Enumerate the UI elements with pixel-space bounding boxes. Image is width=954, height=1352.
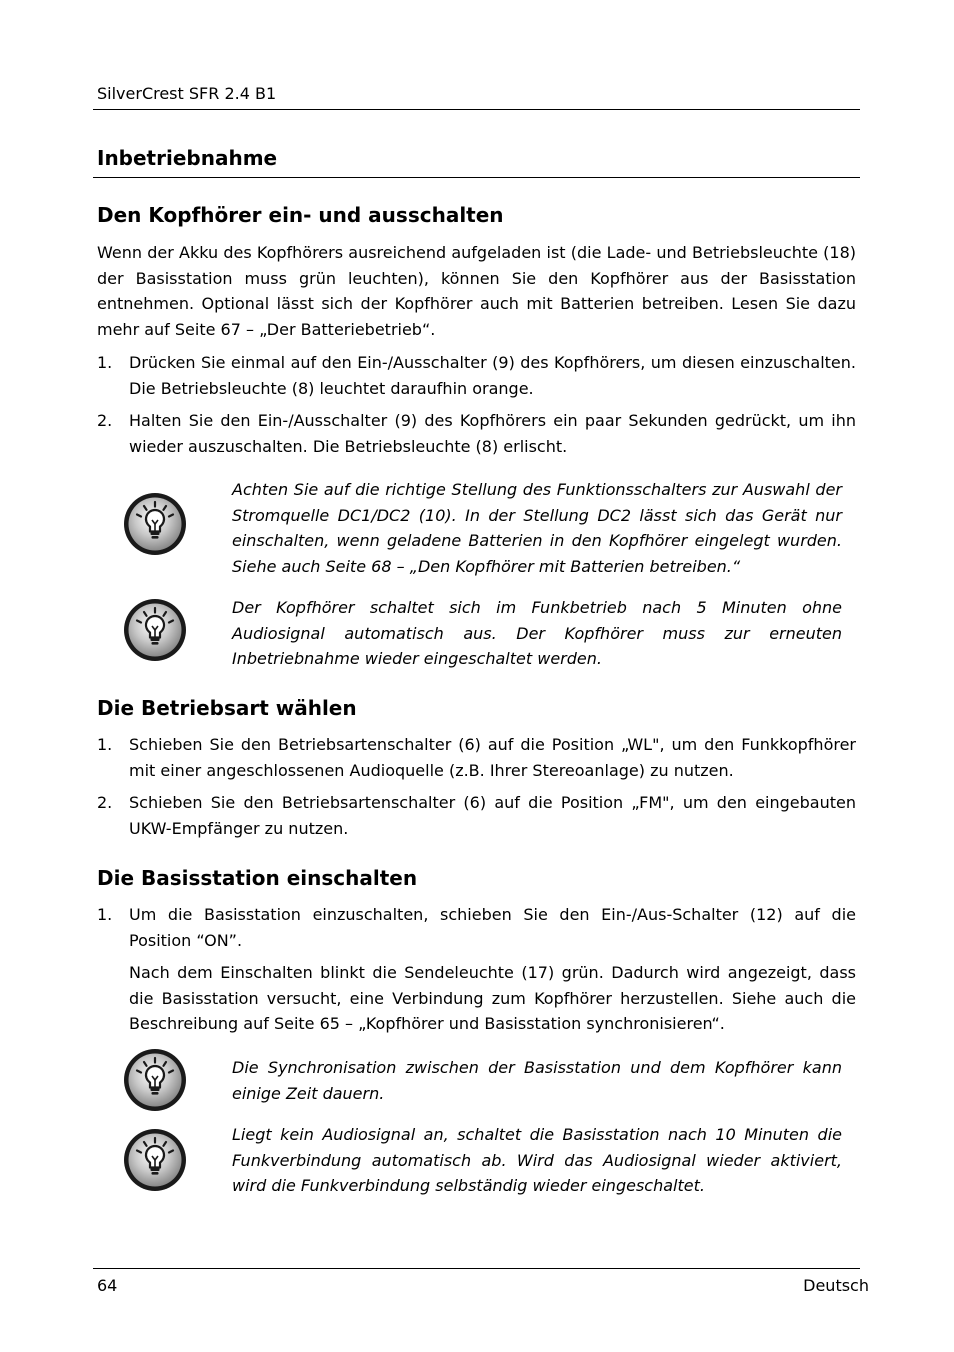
list-text: Um die Basisstation einzuschalten, schieben Sie den Ein-/Aus-Schalter (12) auf die Position “ON”. xyxy=(129,905,856,950)
list-number: 1. xyxy=(97,353,113,372)
list-number: 2. xyxy=(97,411,113,430)
list-item xyxy=(97,790,856,841)
subsection-title-power: Den Kopfhörer ein- und ausschalten xyxy=(97,203,504,227)
list-text: Schieben Sie den Betriebsartenschalter (6) auf die Position „FM", um den eingebauten UKW-Empfänger zu nutzen. xyxy=(129,793,856,838)
list-number: 2. xyxy=(97,793,113,812)
footer-language: Deutsch xyxy=(803,1276,869,1295)
note-text: Der Kopfhörer schaltet sich im Funkbetrieb nach 5 Minuten ohne Audiosignal automatisch aus. Der Kopfhörer muss zur erneuten Inbetriebnahme wieder eingeschaltet werden. xyxy=(232,598,842,669)
lightbulb-icon xyxy=(122,1127,188,1193)
subsection-title-mode: Die Betriebsart wählen xyxy=(97,696,357,720)
section-title: Inbetriebnahme xyxy=(97,146,278,170)
note-text: Achten Sie auf die richtige Stellung des Funktionsschalters zur Auswahl der Stromquelle DC1/DC2 (10). In der Stellung DC2 lässt sich das Gerät nur einschalten, wenn geladene Batterien in den Kopfhörer eingelegt wurden. Siehe auch Seite 68 – „Den Kopfhörer mit Batterien betreiben.“ xyxy=(232,480,842,577)
followup-paragraph: Nach dem Einschalten blinkt die Sendeleuchte (17) grün. Dadurch wird angezeigt, dass die Basisstation versucht, eine Verbindung zum Kopfhörer herzustellen. Siehe auch die Beschreibung auf Seite 65 – „Kopfhörer und Basisstation synchronisieren“. xyxy=(129,963,856,1034)
footer-divider xyxy=(93,1268,860,1269)
list-item xyxy=(97,350,856,401)
note-text: Liegt kein Audiosignal an, schaltet die Basisstation nach 10 Minuten die Funkverbindung automatisch ab. Wird das Audiosignal wieder aktiviert, wird die Funkverbindung selbständig wieder eingeschaltet. xyxy=(232,1125,842,1196)
list-text: Schieben Sie den Betriebsartenschalter (6) auf die Position „WL", um den Funkkopfhörer mit einer angeschlossenen Audioquelle (z.B. Ihrer Stereoanlage) zu nutzen. xyxy=(129,735,856,780)
list-text: Drücken Sie einmal auf den Ein-/Ausschalter (9) des Kopfhörers, um diesen einzuschalten. Die Betriebsleuchte (8) leuchtet daraufhin orange. xyxy=(129,353,856,398)
subsection-title-base: Die Basisstation einschalten xyxy=(97,866,418,890)
lightbulb-icon xyxy=(122,491,188,557)
intro-paragraph: Wenn der Akku des Kopfhörers ausreichend aufgeladen ist (die Lade- und Betriebsleuchte (18) der Basisstation muss grün leuchten), können Sie den Kopfhörer aus der Basisstation entnehmen. Optional lässt sich der Kopfhörer auch mit Batterien betreiben. Lesen Sie dazu mehr auf Seite 67 – „Der Batteriebetrieb“. xyxy=(97,243,856,340)
list-item xyxy=(97,902,856,953)
list-number: 1. xyxy=(97,905,113,924)
list-item xyxy=(97,408,856,459)
page-header-title: SilverCrest SFR 2.4 B1 xyxy=(97,84,277,103)
list-number: 1. xyxy=(97,735,113,754)
lightbulb-icon xyxy=(122,1047,188,1113)
list-item xyxy=(97,732,856,783)
section-divider xyxy=(93,177,860,178)
page-number: 64 xyxy=(97,1276,118,1295)
note-text: Die Synchronisation zwischen der Basisstation und dem Kopfhörer kann einige Zeit dauern. xyxy=(232,1058,842,1103)
list-text: Halten Sie den Ein-/Ausschalter (9) des Kopfhörers ein paar Sekunden gedrückt, um ihn wieder auszuschalten. Die Betriebsleuchte (8) erlischt. xyxy=(129,411,856,456)
lightbulb-icon xyxy=(122,597,188,663)
header-divider xyxy=(93,109,860,110)
